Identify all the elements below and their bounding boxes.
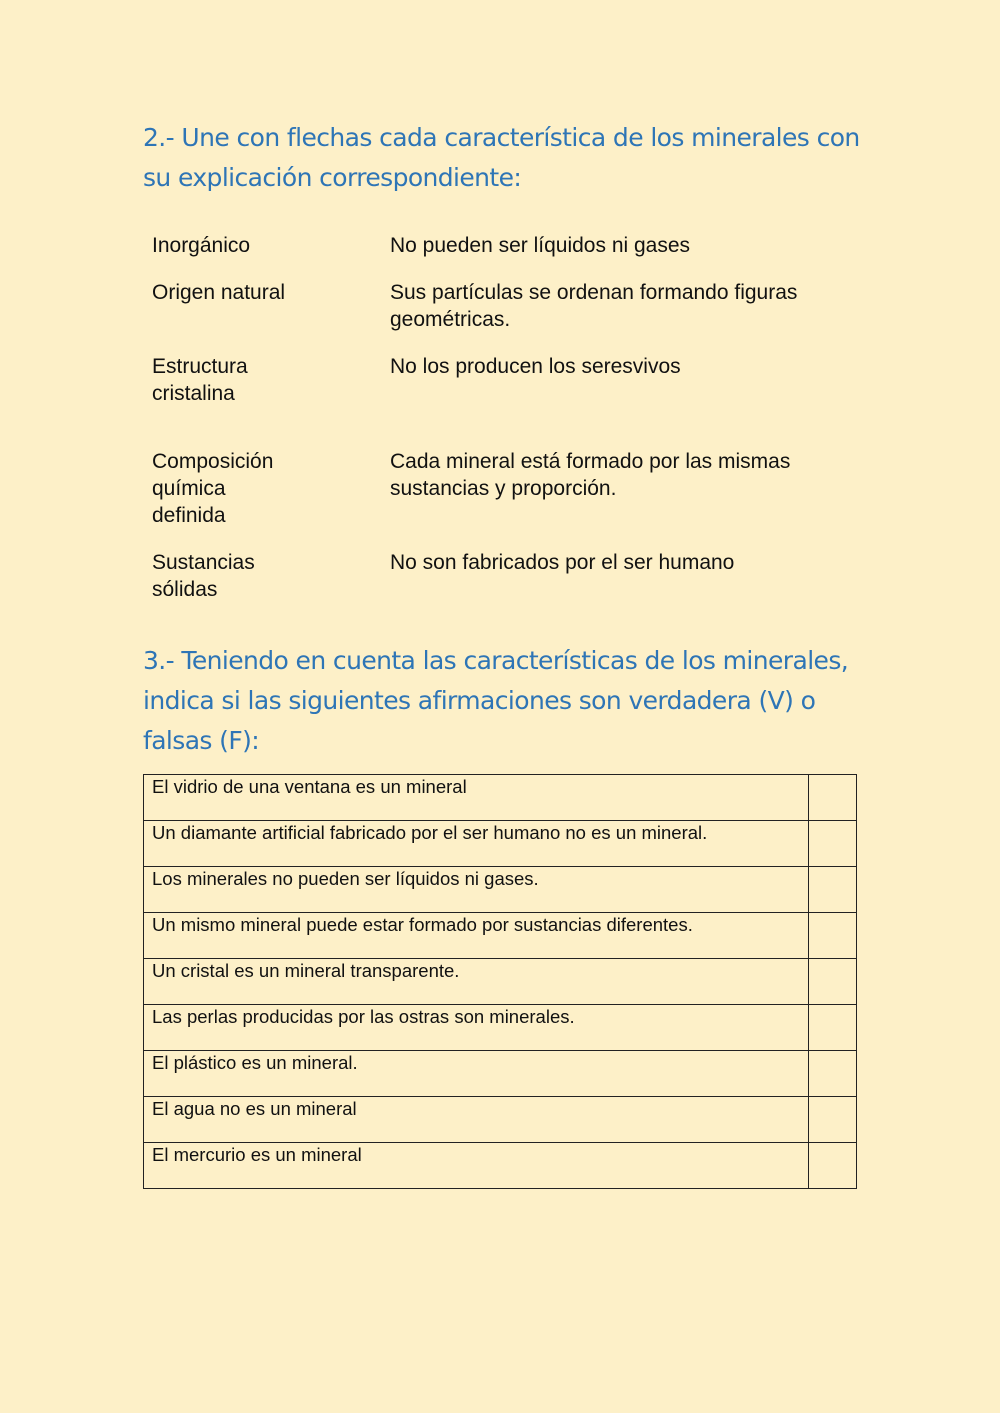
- answer-cell[interactable]: [809, 821, 857, 867]
- answer-cell[interactable]: [809, 1005, 857, 1051]
- exercise-2-heading: 2.- Une con flechas cada característica de los minerales con su explicación correspondiente:: [143, 123, 860, 192]
- statement-cell: Un mismo mineral puede estar formado por sustancias diferentes.: [144, 913, 809, 959]
- true-false-table: [143, 774, 857, 1189]
- match-characteristic[interactable]: Origen natural: [152, 281, 286, 304]
- match-explanation[interactable]: No pueden ser líquidos ni gases: [390, 234, 691, 257]
- answer-cell[interactable]: [809, 913, 857, 959]
- statement-cell: Los minerales no pueden ser líquidos ni gases.: [144, 867, 809, 913]
- statement-cell: Un cristal es un mineral transparente.: [144, 959, 809, 1005]
- match-explanation[interactable]: Sus partículas se ordenan formando figuras geométricas.: [390, 281, 798, 331]
- answer-cell[interactable]: [809, 867, 857, 913]
- table-row: [144, 1051, 857, 1097]
- match-explanation[interactable]: Cada mineral está formado por las mismas sustancias y proporción.: [390, 450, 791, 500]
- statement-cell: El vidrio de una ventana es un mineral: [144, 775, 809, 821]
- answer-cell[interactable]: [809, 1051, 857, 1097]
- table-row: [144, 775, 857, 821]
- table-row: [144, 821, 857, 867]
- statement-cell: Las perlas producidas por las ostras son minerales.: [144, 1005, 809, 1051]
- match-characteristic[interactable]: Sustancias sólidas: [152, 551, 255, 601]
- answer-cell[interactable]: [809, 959, 857, 1005]
- answer-cell[interactable]: [809, 1143, 857, 1189]
- table-row: [144, 867, 857, 913]
- statement-cell: El agua no es un mineral: [144, 1097, 809, 1143]
- answer-cell[interactable]: [809, 775, 857, 821]
- match-characteristic[interactable]: Inorgánico: [152, 234, 251, 257]
- answer-cell[interactable]: [809, 1097, 857, 1143]
- exercise-3-heading: 3.- Teniendo en cuenta las características de los minerales, indica si las siguientes afirmaciones son verdadera (V) o falsas (F):: [143, 646, 849, 755]
- table-row: [144, 959, 857, 1005]
- table-row: [144, 1005, 857, 1051]
- match-characteristic[interactable]: Composición química definida: [152, 450, 274, 527]
- table-row: [144, 913, 857, 959]
- match-explanation[interactable]: No los producen los seresvivos: [390, 355, 681, 378]
- table-row: [144, 1097, 857, 1143]
- table-row: [144, 1143, 857, 1189]
- match-characteristic[interactable]: Estructura cristalina: [152, 355, 248, 405]
- statement-cell: Un diamante artificial fabricado por el ser humano no es un mineral.: [144, 821, 809, 867]
- statement-cell: El plástico es un mineral.: [144, 1051, 809, 1097]
- match-explanation[interactable]: No son fabricados por el ser humano: [390, 551, 735, 574]
- statement-cell: El mercurio es un mineral: [144, 1143, 809, 1189]
